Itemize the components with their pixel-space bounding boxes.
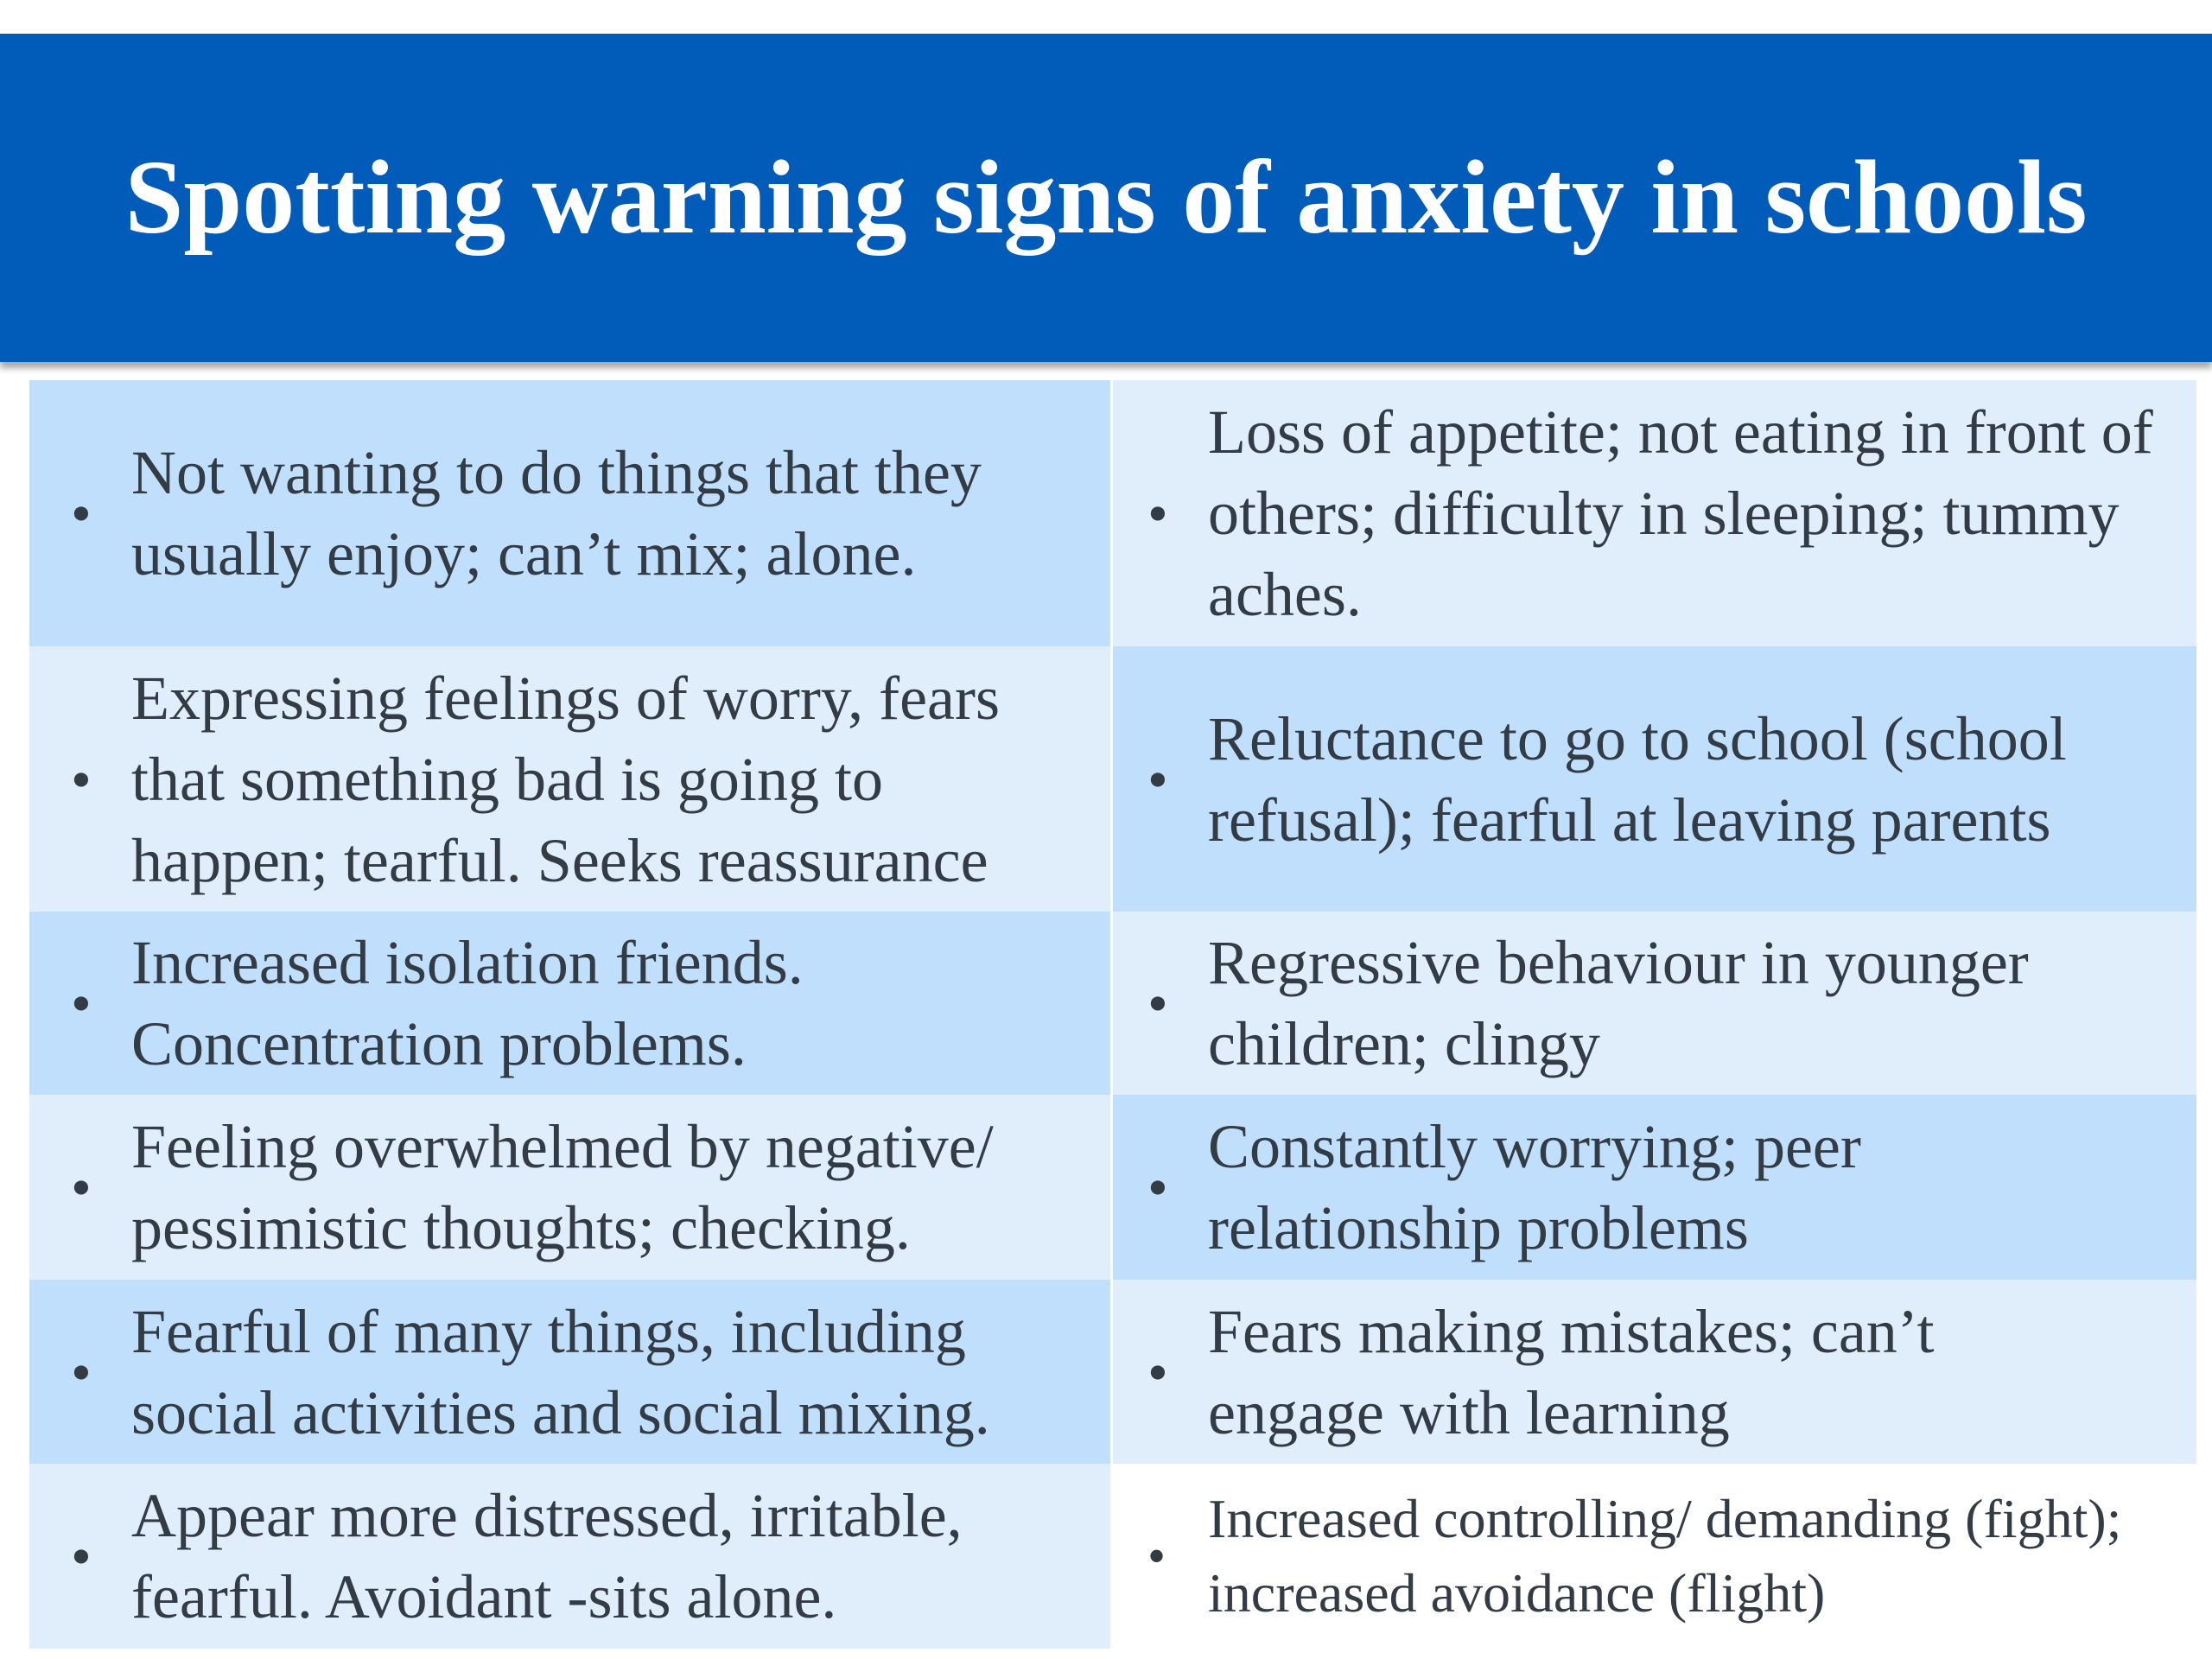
table-row bbox=[29, 380, 2196, 646]
cell-text: Constantly worrying; peer relationship problems bbox=[1208, 1112, 1861, 1262]
bullet-point: • bbox=[1147, 746, 1168, 812]
bullet-point: • bbox=[1147, 1154, 1168, 1220]
table-cell-left bbox=[29, 1464, 1113, 1649]
title-banner bbox=[0, 34, 2212, 362]
bullet-point: • bbox=[71, 746, 92, 812]
table-cell-right bbox=[1113, 1464, 2196, 1649]
bullet-point: • bbox=[1147, 1528, 1166, 1585]
cell-text: Not wanting to do things that they usually enjoy; can’t mix; alone. bbox=[131, 438, 982, 588]
cell-text: Reluctance to go to school (school refusal); fearful at leaving parents bbox=[1208, 703, 2067, 855]
cell-text: Feeling overwhelmed by negative/ pessimistic thoughts; checking. bbox=[131, 1112, 994, 1262]
table-row bbox=[29, 1095, 2196, 1280]
table-cell-left bbox=[29, 1280, 1113, 1464]
warning-signs-table bbox=[29, 380, 2196, 1649]
bullet-point: • bbox=[71, 1338, 92, 1405]
table-row bbox=[29, 646, 2196, 912]
table-cell-right bbox=[1113, 1095, 2196, 1280]
cell-text: Regressive behaviour in younger children; clingy bbox=[1208, 928, 2029, 1078]
cell-text: Expressing feelings of worry, fears that something bad is going to happen; tearful. Seeks reassurance bbox=[131, 663, 1001, 895]
bullet-point: • bbox=[71, 1154, 92, 1220]
table-cell-right bbox=[1113, 646, 2196, 912]
cell-text: Increased controlling/ demanding (fight); increased avoidance (flight) bbox=[1208, 1488, 2122, 1624]
cell-text: Fears making mistakes; can’t engage with learning bbox=[1208, 1296, 1935, 1447]
bullet-point: • bbox=[71, 970, 92, 1036]
table-cell-left bbox=[29, 1095, 1113, 1280]
cell-text: Loss of appetite; not eating in front of others; difficulty in sleeping; tummy aches. bbox=[1208, 397, 2153, 629]
bullet-point: • bbox=[1147, 480, 1168, 546]
table-cell-left bbox=[29, 912, 1113, 1095]
table-row bbox=[29, 912, 2196, 1095]
bullet-point: • bbox=[1147, 970, 1168, 1036]
cell-text: Fearful of many things, including social activities and social mixing. bbox=[131, 1296, 990, 1447]
table-row bbox=[29, 1280, 2196, 1464]
bullet-point: • bbox=[71, 1523, 92, 1589]
table-cell-right bbox=[1113, 912, 2196, 1095]
table-cell-left bbox=[29, 380, 1113, 646]
table-cell-right bbox=[1113, 380, 2196, 646]
slide-title: Spotting warning signs of anxiety in schools bbox=[124, 139, 2088, 256]
table-cell-right bbox=[1113, 1280, 2196, 1464]
table-row bbox=[29, 1464, 2196, 1649]
cell-text: Increased isolation friends. Concentration problems. bbox=[131, 928, 804, 1078]
cell-text: Appear more distressed, irritable, fearful. Avoidant -sits alone. bbox=[131, 1481, 963, 1631]
bullet-point: • bbox=[71, 480, 92, 546]
table-cell-left bbox=[29, 646, 1113, 912]
bullet-point: • bbox=[1147, 1338, 1168, 1405]
